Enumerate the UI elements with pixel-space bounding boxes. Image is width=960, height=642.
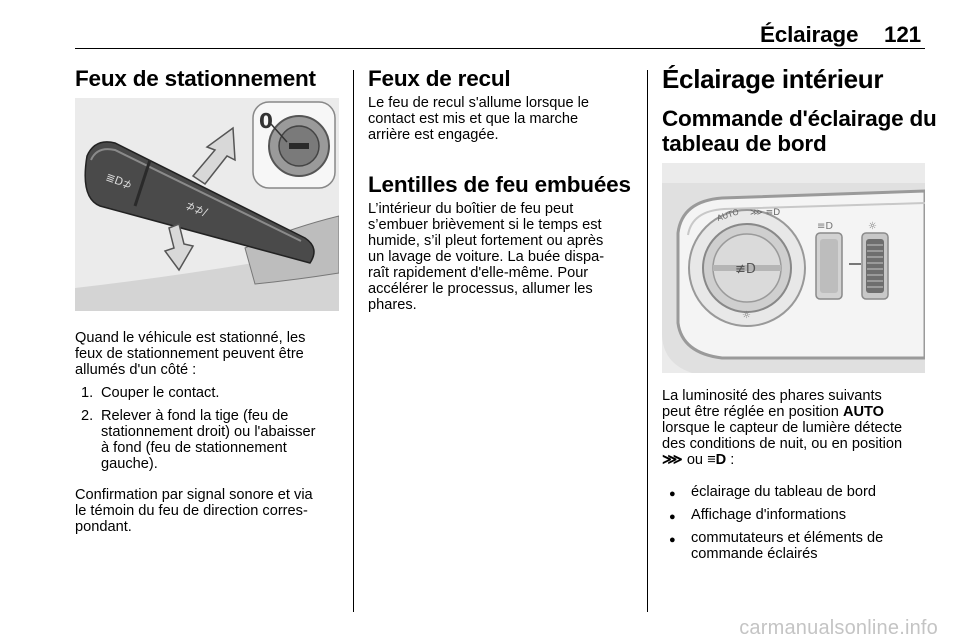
text-line: Confirmation par signal sonore et via — [75, 487, 313, 503]
bullet-icon: ● — [669, 534, 676, 546]
header-rule — [75, 48, 925, 49]
bullet-text — [691, 530, 883, 562]
list-item — [81, 385, 351, 401]
text-line: des conditions de nuit, ou en position — [662, 436, 903, 452]
text-span: : — [726, 452, 735, 468]
text-span: peut être réglée en position — [662, 404, 843, 420]
text-line: Quand le véhicule est stationné, les — [75, 330, 306, 346]
text-line: contact est mis et que la marche — [368, 111, 579, 127]
text-line: Le feu de recul s'allume lorsque le — [368, 95, 590, 111]
text-line — [662, 452, 937, 468]
text-line: pondant. — [75, 519, 132, 535]
headlight-symbol-icon: ≣D⊅ — [103, 170, 134, 193]
step-text — [101, 408, 316, 472]
bullet-icon: ● — [669, 511, 676, 523]
text-span: ou — [682, 452, 708, 468]
list-item — [669, 530, 934, 562]
text-line: stationnement droit) ou l'abaisser — [101, 424, 316, 440]
step-number: 1. — [81, 385, 94, 401]
list-item — [669, 507, 934, 523]
text-line: arrière est engagée. — [368, 127, 499, 143]
dashboard-dimmer-illustration — [662, 163, 925, 373]
section-title-reversing-lights: Feux de recul — [368, 66, 511, 91]
text-line: feux de stationnement peuvent être — [75, 346, 304, 362]
column-divider-left — [353, 70, 354, 612]
parking-intro-paragraph — [75, 330, 345, 378]
range-symbol-icon: ≡D — [817, 221, 834, 232]
brightness-paragraph — [662, 388, 937, 468]
text-line — [662, 404, 937, 420]
reversing-lights-paragraph — [368, 95, 638, 143]
text-line: La luminosité des phares suivants — [662, 388, 882, 404]
section-title-parking-lights: Feux de stationnement — [75, 66, 316, 91]
text-line: Relever à fond la tige (feu de — [101, 408, 289, 424]
step-text: Couper le contact. — [101, 385, 220, 401]
text-line: accélérer le processus, allumer les — [368, 281, 593, 297]
text-line: lorsque le capteur de lumière détecte — [662, 420, 903, 436]
bullet-text: éclairage du tableau de bord — [691, 484, 876, 500]
text-line: s’embuer brièvement si le temps est — [368, 217, 602, 233]
text-line: L’intérieur du boîtier de feu peut — [368, 201, 574, 217]
lever-drawing — [75, 98, 339, 311]
list-item — [669, 484, 934, 500]
text-line: phares. — [368, 297, 417, 313]
rear-fog-symbol-icon: ≢D — [735, 262, 756, 277]
separator-mark — [849, 263, 861, 265]
column-divider-right — [647, 70, 648, 612]
parking-confirmation-paragraph — [75, 487, 350, 535]
text-line: commande éclairés — [691, 546, 818, 562]
sun-symbol-icon: ☼ — [742, 310, 751, 321]
list-item — [81, 408, 351, 472]
step-list — [81, 385, 351, 472]
fogged-lenses-paragraph — [368, 201, 640, 313]
position-lights-symbol-icon: ⋙ — [662, 452, 683, 468]
page-number: 121 — [884, 22, 921, 47]
position-symbols-icon: ⋙ ≡D — [750, 208, 781, 218]
text-line: humide, s’il pleut fortement ou après — [368, 233, 604, 249]
text-line: commutateurs et éléments de — [691, 530, 884, 546]
auto-position-label: AUTO — [715, 207, 741, 223]
text-line: tableau de bord — [662, 131, 827, 156]
text-line: allumés d'un côté : — [75, 362, 197, 378]
section-title-fogged-lenses: Lentilles de feu embuées — [368, 172, 631, 197]
running-header-section: Éclairage — [760, 22, 859, 47]
bullet-icon: ● — [669, 488, 676, 500]
bullet-text: Affichage d'informations — [691, 507, 847, 523]
text-line: le témoin du feu de direction corres- — [75, 503, 308, 519]
text-line: un lavage de voiture. La buée dispa- — [368, 249, 605, 265]
text-line: raît rapidement d'elle-même. Pour — [368, 265, 589, 281]
dimmer-drawing — [662, 163, 925, 373]
low-beam-symbol-icon: ≡D — [707, 452, 727, 468]
bullet-list — [669, 484, 934, 562]
parking-lever-illustration — [75, 98, 339, 311]
ignition-position-zero-label: 0 — [259, 109, 273, 133]
parking-light-symbol-icon: ⊅⊅/ — [183, 198, 210, 220]
step-number: 2. — [81, 408, 94, 424]
text-line: gauche). — [101, 456, 158, 472]
dimmer-symbol-icon: ☼ — [868, 221, 877, 232]
section-title-interior-lighting: Éclairage intérieur — [662, 64, 884, 94]
text-line: à fond (feu de stationnement — [101, 440, 287, 456]
auto-keyword: AUTO — [842, 404, 885, 420]
subsection-title-dashboard-control — [662, 106, 937, 156]
text-line: Commande d'éclairage du — [662, 106, 937, 131]
watermark: carmanualsonline.info — [739, 617, 938, 639]
